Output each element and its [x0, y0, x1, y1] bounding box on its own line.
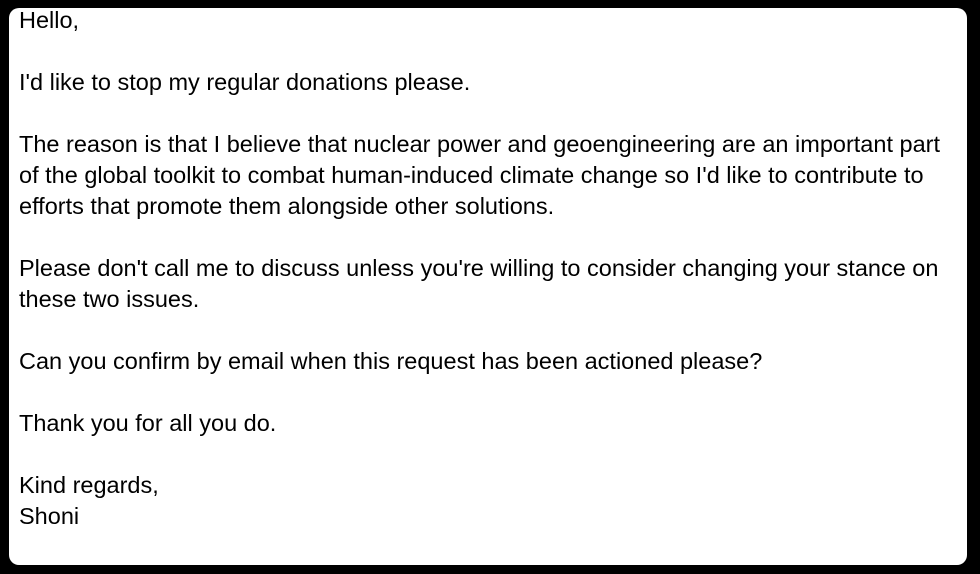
- no-call-text: Please don't call me to discuss unless you're willing to consider changing your stance on these two issues.: [19, 255, 939, 312]
- email-body-panel: [9, 8, 967, 565]
- request-text: I'd like to stop my regular donations please.: [19, 69, 471, 95]
- signature-name: Shoni: [19, 503, 80, 529]
- reason-text: The reason is that I believe that nuclear power and geoengineering are an important part of the global toolkit to combat human-induced climate change so I'd like to contribute to efforts that promote them alongside other solutions.: [19, 131, 940, 219]
- confirm-text: Can you confirm by email when this request has been actioned please?: [19, 348, 763, 374]
- greeting-text: Hello,: [19, 8, 80, 33]
- signature-block: [19, 470, 965, 532]
- email-message: [19, 8, 965, 532]
- signoff-text: Kind regards,: [19, 472, 159, 498]
- thanks-text: Thank you for all you do.: [19, 410, 277, 436]
